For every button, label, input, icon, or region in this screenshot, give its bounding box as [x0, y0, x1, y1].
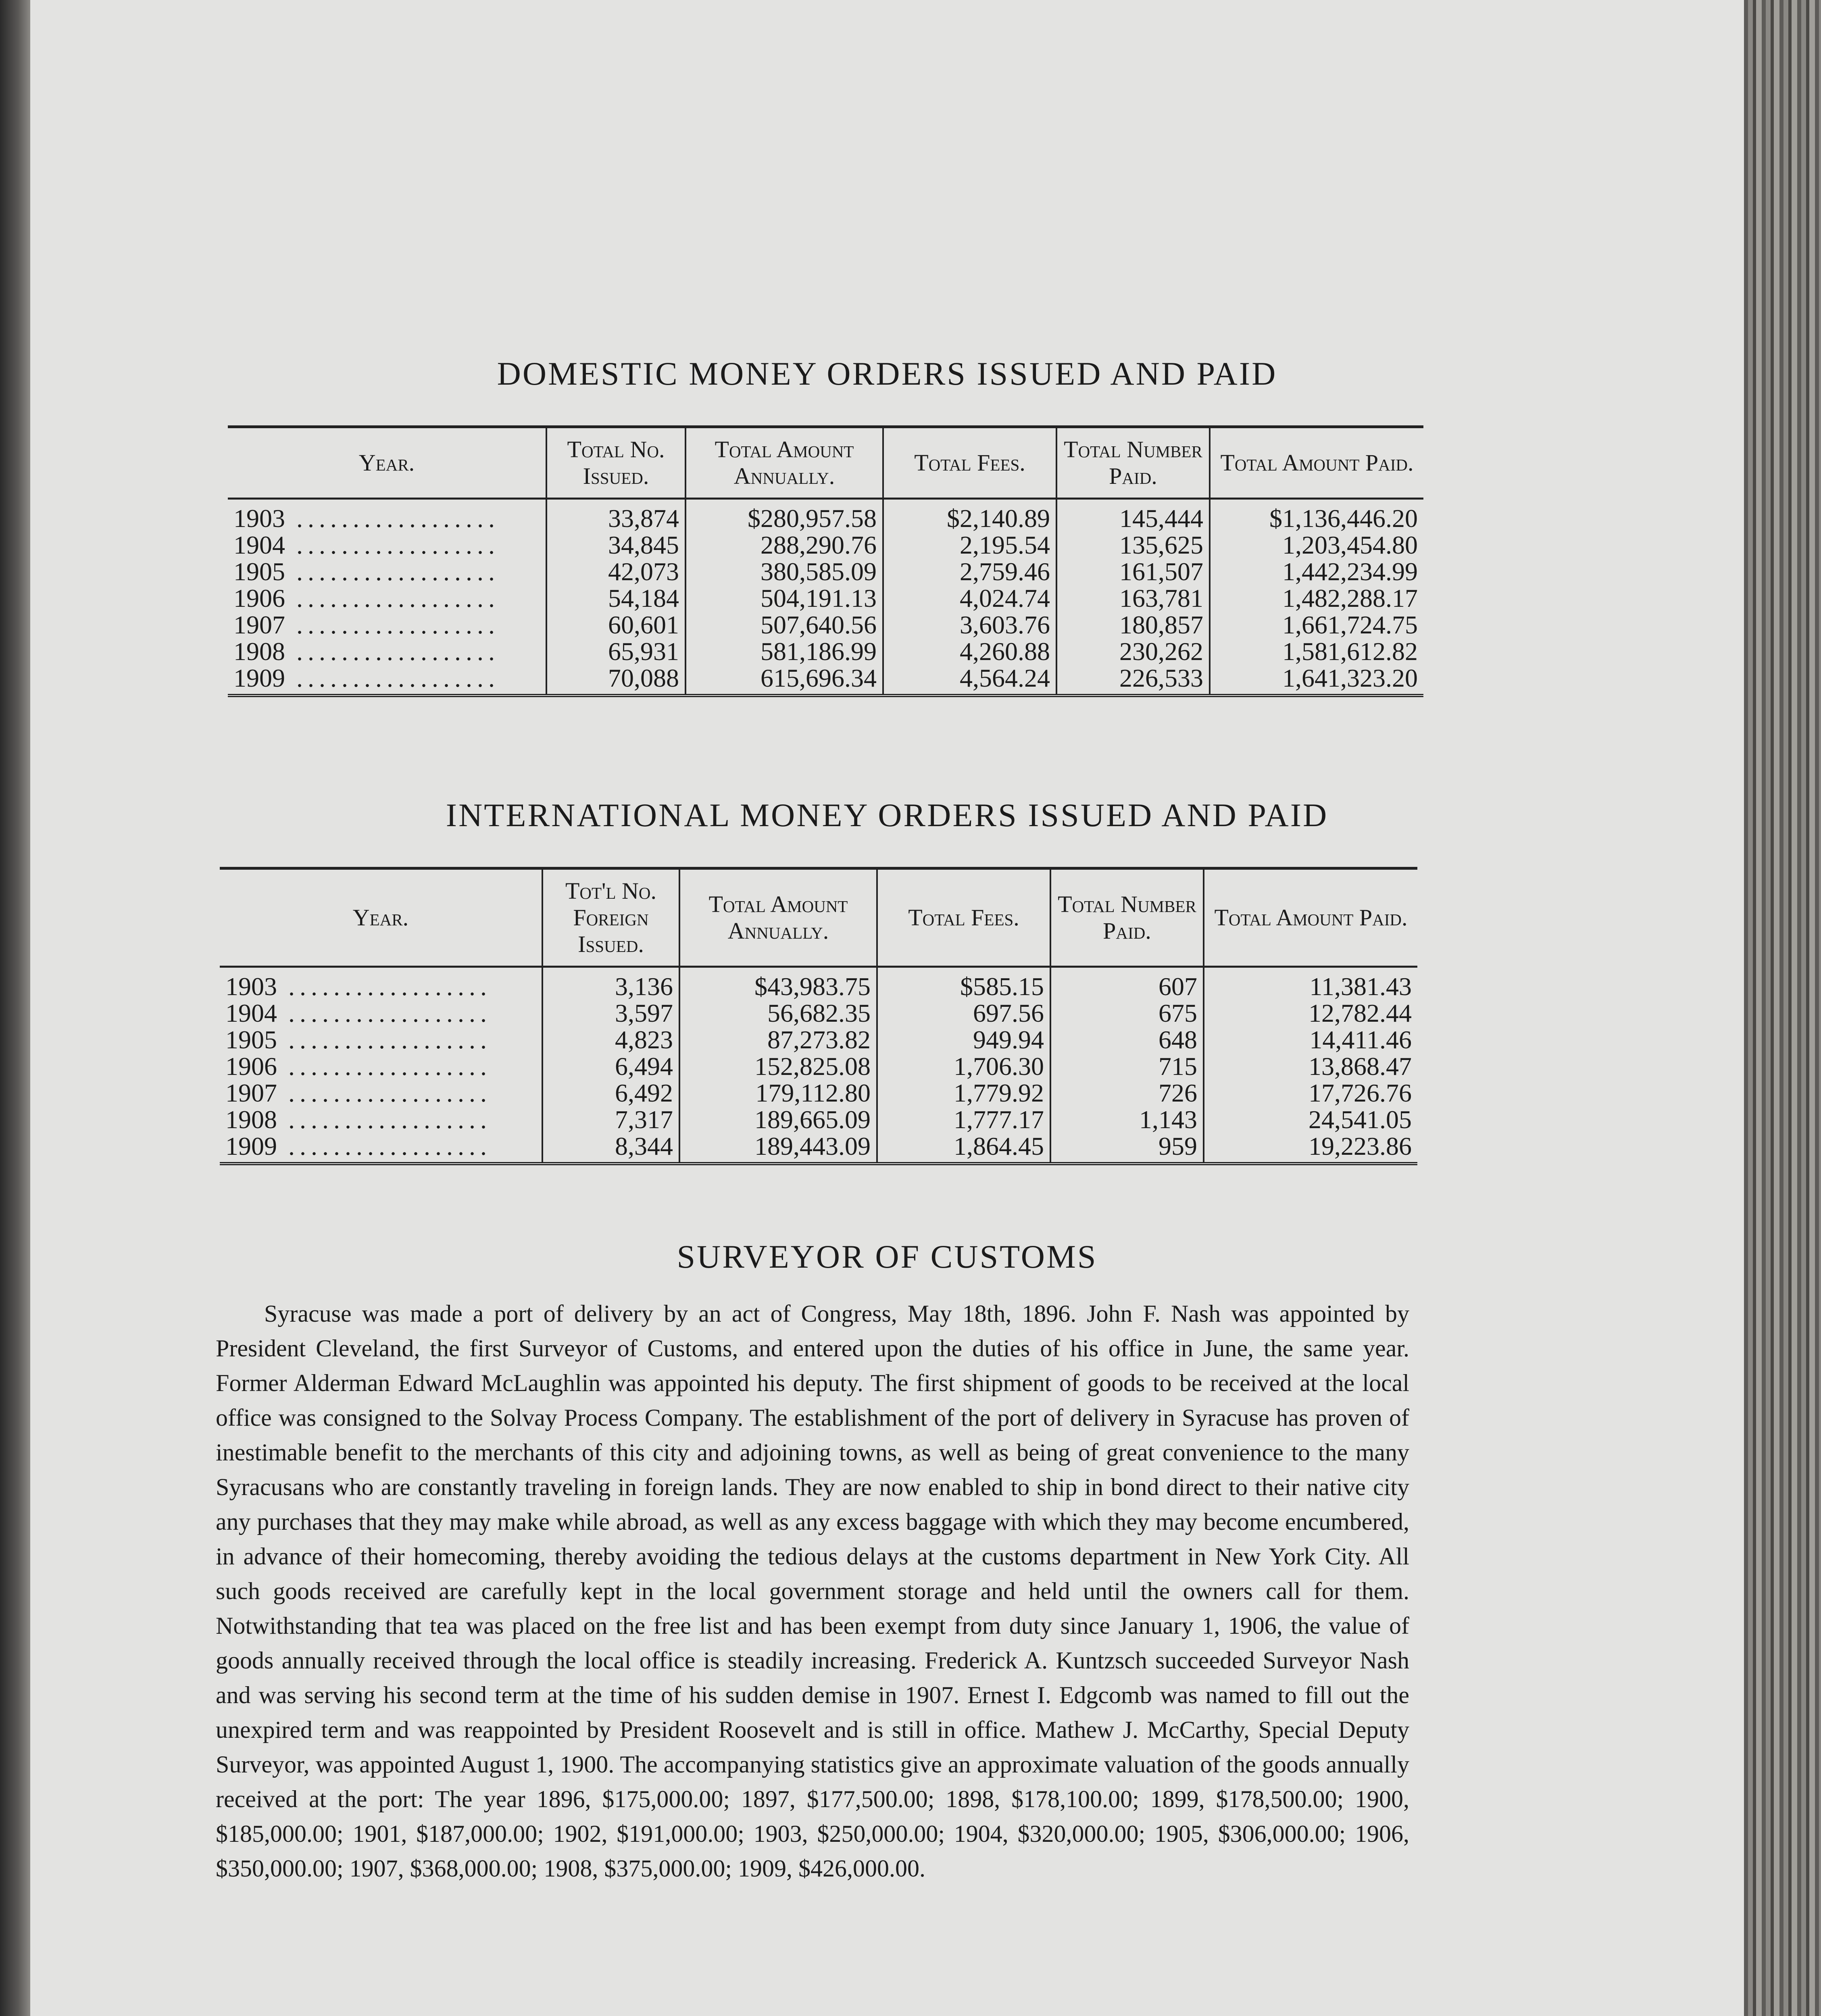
year-cell [220, 1000, 542, 1027]
year-value: 1909 [225, 1132, 277, 1160]
value-cell: 1,482,288.17 [1210, 585, 1423, 612]
value-cell: 145,444 [1056, 499, 1210, 532]
table-row [220, 1080, 1417, 1106]
col-total-number-paid: Total Number Paid. [1056, 427, 1210, 499]
year-value: 1908 [225, 1105, 277, 1134]
table-row [220, 967, 1417, 1000]
value-cell: $1,136,446.20 [1210, 499, 1423, 532]
year-cell [228, 532, 546, 558]
value-cell: 14,411.46 [1204, 1027, 1417, 1053]
leader-dots: .................. [285, 610, 500, 639]
value-cell: 507,640.56 [685, 612, 883, 638]
leader-dots: .................. [277, 1079, 492, 1107]
table-row [228, 638, 1423, 665]
table-row [220, 1053, 1417, 1080]
domestic-table [228, 425, 1423, 697]
table-row [228, 665, 1423, 696]
value-cell: 163,781 [1056, 585, 1210, 612]
value-cell: 2,759.46 [883, 558, 1056, 585]
col-total-number-paid: Total Number Paid. [1050, 868, 1204, 967]
leader-dots: .................. [277, 999, 492, 1027]
value-cell: 56,682.35 [679, 1000, 877, 1027]
value-cell: 8,344 [542, 1133, 679, 1164]
year-value: 1908 [233, 637, 285, 666]
table-row [228, 612, 1423, 638]
table-row [228, 499, 1423, 532]
year-cell [228, 638, 546, 665]
value-cell: 33,874 [546, 499, 685, 532]
value-cell: 1,864.45 [877, 1133, 1050, 1164]
value-cell: 161,507 [1056, 558, 1210, 585]
value-cell: 34,845 [546, 532, 685, 558]
table-row [228, 558, 1423, 585]
value-cell: 607 [1050, 967, 1204, 1000]
year-cell [228, 612, 546, 638]
year-value: 1904 [233, 531, 285, 559]
value-cell: 19,223.86 [1204, 1133, 1417, 1164]
year-cell [228, 585, 546, 612]
leader-dots: .................. [277, 972, 492, 1001]
value-cell: 615,696.34 [685, 665, 883, 696]
value-cell: 715 [1050, 1053, 1204, 1080]
col-total-amount-annually: Total Amount Annually. [685, 427, 883, 499]
value-cell: 179,112.80 [679, 1080, 877, 1106]
leader-dots: .................. [285, 664, 500, 692]
col-total-fees: Total Fees. [877, 868, 1050, 967]
value-cell: 180,857 [1056, 612, 1210, 638]
value-cell: 1,661,724.75 [1210, 612, 1423, 638]
col-total-no-issued: Total No. Issued. [546, 427, 685, 499]
leader-dots: .................. [285, 584, 500, 612]
year-value: 1906 [225, 1052, 277, 1081]
value-cell: 959 [1050, 1133, 1204, 1164]
value-cell: 380,585.09 [685, 558, 883, 585]
year-cell [228, 499, 546, 532]
value-cell: 4,260.88 [883, 638, 1056, 665]
value-cell: 3,136 [542, 967, 679, 1000]
year-value: 1905 [225, 1025, 277, 1054]
value-cell: 152,825.08 [679, 1053, 877, 1080]
year-value: 1905 [233, 557, 285, 586]
value-cell: 697.56 [877, 1000, 1050, 1027]
table-row [220, 1000, 1417, 1027]
value-cell: 3,597 [542, 1000, 679, 1027]
year-value: 1903 [233, 504, 285, 533]
value-cell: 24,541.05 [1204, 1106, 1417, 1133]
value-cell: 726 [1050, 1080, 1204, 1106]
value-cell: 54,184 [546, 585, 685, 612]
surveyor-paragraph [216, 1296, 1409, 1886]
year-cell [228, 665, 546, 696]
year-value: 1907 [233, 610, 285, 639]
book-page [30, 0, 1744, 2016]
value-cell: 648 [1050, 1027, 1204, 1053]
value-cell: 4,823 [542, 1027, 679, 1053]
leader-dots: .................. [285, 557, 500, 586]
year-cell [228, 558, 546, 585]
value-cell: 4,024.74 [883, 585, 1056, 612]
value-cell: 17,726.76 [1204, 1080, 1417, 1106]
value-cell: 230,262 [1056, 638, 1210, 665]
value-cell: $2,140.89 [883, 499, 1056, 532]
col-total-amount-annually: Total Amount Annually. [679, 868, 877, 967]
value-cell: 6,494 [542, 1053, 679, 1080]
year-cell [220, 1133, 542, 1164]
value-cell: 87,273.82 [679, 1027, 877, 1053]
international-table [220, 867, 1417, 1165]
value-cell: 70,088 [546, 665, 685, 696]
table-row [220, 1106, 1417, 1133]
leader-dots: .................. [277, 1025, 492, 1054]
leader-dots: .................. [285, 531, 500, 559]
value-cell: 42,073 [546, 558, 685, 585]
year-value: 1903 [225, 972, 277, 1001]
value-cell: 13,868.47 [1204, 1053, 1417, 1080]
value-cell: 65,931 [546, 638, 685, 665]
value-cell: 189,443.09 [679, 1133, 877, 1164]
col-year: Year. [220, 868, 542, 967]
value-cell: 1,581,612.82 [1210, 638, 1423, 665]
col-total-amount-paid: Total Amount Paid. [1204, 868, 1417, 967]
international-title: INTERNATIONAL MONEY ORDERS ISSUED AND PAID [446, 797, 1329, 833]
value-cell: 226,533 [1056, 665, 1210, 696]
leader-dots: .................. [277, 1052, 492, 1081]
leader-dots: .................. [277, 1105, 492, 1134]
value-cell: 4,564.24 [883, 665, 1056, 696]
value-cell: 189,665.09 [679, 1106, 877, 1133]
value-cell: 2,195.54 [883, 532, 1056, 558]
table-row [228, 585, 1423, 612]
table-row [220, 1133, 1417, 1164]
surveyor-title: SURVEYOR OF CUSTOMS [677, 1238, 1098, 1275]
leader-dots: .................. [285, 637, 500, 666]
value-cell: 1,442,234.99 [1210, 558, 1423, 585]
value-cell: 1,641,323.20 [1210, 665, 1423, 696]
surveyor-text: Syracuse was made a port of delivery by an act of Congress, May 18th, 1896. John F. Nash was appointed by President Cleveland, the first Surveyor of Customs, and entered upon the duties of his office in June, the same year. Former Alderman Edward McLaughlin was appointed his deputy. The first shipment of goods to be received at the local office was consigned to the Solvay Process Company. The establishment of the port of delivery in Syracuse has proven of inestimable benefit to the merchants of this city and adjoining towns, as well as being of great convenience to the many Syracusans who are constantly traveling in foreign lands. They are now enabled to ship in bond direct to their native city any purchases that they may make while abroad, as well as any excess baggage with which they may become encumbered, in advance of their homecoming, thereby avoiding the tedious delays at the customs department in New York City. All such goods received are carefully kept in the local government storage and held until the owners call for them. Notwithstanding that tea was placed on the free list and has been exempt from duty since January 1, 1906, the value of goods annually received through the local office is steadily increasing. Frederick A. Kuntzsch succeeded Surveyor Nash and was serving his second term at the time of his sudden demise in 1907. Ernest I. Edgcomb was named to fill out the unexpired term and was reappointed by President Roosevelt and is still in office. Mathew J. McCarthy, Special Deputy Surveyor, was appointed August 1, 1900. The accompanying statistics give an approximate valuation of the goods annually received at the port: The year 1896, $175,000.00; 1897, $177,500.00; 1898, $178,100.00; 1899, $178,500.00; 1900, $185,000.00; 1901, $187,000.00; 1902, $191,000.00; 1903, $250,000.00; 1904, $320,000.00; 1905, $306,000.00; 1906, $350,000.00; 1907, $368,000.00; 1908, $375,000.00; 1909, $426,000.00. [216, 1300, 1409, 1882]
value-cell: 7,317 [542, 1106, 679, 1133]
value-cell: $43,983.75 [679, 967, 877, 1000]
col-total-fees: Total Fees. [883, 427, 1056, 499]
value-cell: 60,601 [546, 612, 685, 638]
value-cell: $280,957.58 [685, 499, 883, 532]
col-total-no-foreign-issued: Tot'l No. Foreign Issued. [542, 868, 679, 967]
value-cell: 12,782.44 [1204, 1000, 1417, 1027]
col-year: Year. [228, 427, 546, 499]
value-cell: 1,203,454.80 [1210, 532, 1423, 558]
value-cell: 949.94 [877, 1027, 1050, 1053]
table-row [228, 532, 1423, 558]
year-cell [220, 1080, 542, 1106]
table-row [220, 1027, 1417, 1053]
value-cell: $585.15 [877, 967, 1050, 1000]
value-cell: 581,186.99 [685, 638, 883, 665]
domestic-title: DOMESTIC MONEY ORDERS ISSUED AND PAID [497, 355, 1277, 392]
col-total-amount-paid: Total Amount Paid. [1210, 427, 1423, 499]
value-cell: 11,381.43 [1204, 967, 1417, 1000]
year-cell [220, 967, 542, 1000]
value-cell: 135,625 [1056, 532, 1210, 558]
year-cell [220, 1053, 542, 1080]
value-cell: 504,191.13 [685, 585, 883, 612]
leader-dots: .................. [277, 1132, 492, 1160]
book-spine-edge [1744, 0, 1821, 2016]
year-cell [220, 1106, 542, 1133]
value-cell: 1,143 [1050, 1106, 1204, 1133]
value-cell: 288,290.76 [685, 532, 883, 558]
value-cell: 1,706.30 [877, 1053, 1050, 1080]
year-value: 1907 [225, 1079, 277, 1107]
year-value: 1906 [233, 584, 285, 612]
value-cell: 675 [1050, 1000, 1204, 1027]
year-cell [220, 1027, 542, 1053]
value-cell: 1,777.17 [877, 1106, 1050, 1133]
value-cell: 3,603.76 [883, 612, 1056, 638]
value-cell: 6,492 [542, 1080, 679, 1106]
leader-dots: .................. [285, 504, 500, 533]
value-cell: 1,779.92 [877, 1080, 1050, 1106]
year-value: 1909 [233, 664, 285, 692]
year-value: 1904 [225, 999, 277, 1027]
binding-shadow [0, 0, 30, 2016]
